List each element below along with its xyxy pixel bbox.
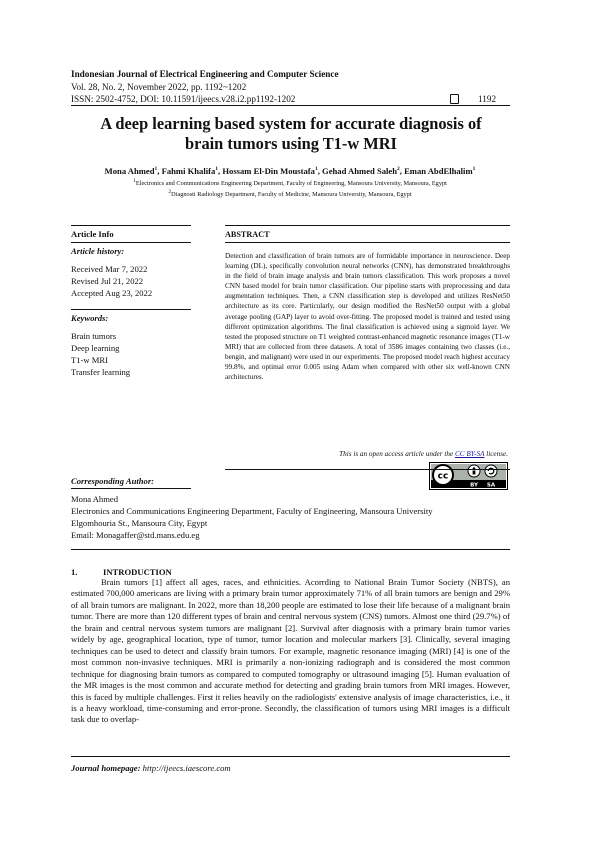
abstract-text: Detection and classification of brain tumors are of formidable importance in neuroscience. Deep learning (DL), specifically convolution neural networks (CNN), has demonstrated breakthroughs in the field of brain image analysis and brain tumors classification. This work proposes a novel CNN based model for brain tumor classification. Our pipeline starts with preprocessing and data augmentation techniques. Then, a CNN classification step is developed and utilizes ResNet50 architecture as its core. Particularly, our design modified the ResNet50 output with a global average pooling (GAP) layer to avoid over-fitting. The proposed model is trained and tested using different optimization algorithms. The final classification is achieved using a sigmoid layer. We tested the proposed structure on T1 weighted contrast-enhanced magnetic resonance images (T1-w MRI) that are collected from three datasets. A total of 3586 images containing two classes (i.e., bengin, and malignant) were used in our experiments. The proposed model reach highest accuracy 99.8%, and optimal error 0.005 using Adam when compared with other six well-known CNN architectures. xyxy=(225,252,510,382)
cc-by-sa-icon xyxy=(429,462,508,490)
keywords-heading: Keywords: xyxy=(71,313,109,323)
author-list: Mona Ahmed$^1$, Fahmi Khalifa$^1$, Hossam El-Din Moustafa$^1$, Gehad Ahmed Saleh$^2$, Eman AbdElhalim$^1$ xyxy=(104,166,476,176)
journal-name: Indonesian Journal of Electrical Engineering and Computer Science xyxy=(71,69,339,79)
author-name: Mona Ahmed xyxy=(104,166,155,176)
abstract-heading: ABSTRACT xyxy=(225,230,270,239)
author-affil-sup: 2 xyxy=(397,166,400,173)
keyword-item: Brain tumors xyxy=(71,331,117,341)
corresponding-author-heading: Corresponding Author: xyxy=(71,476,155,486)
article-info-heading: Article Info xyxy=(71,229,114,239)
keyword-item: Transfer learning xyxy=(71,367,131,377)
author-affil-sup: 1 xyxy=(314,166,318,173)
page-number: 1192 xyxy=(478,94,497,104)
affiliation-sup: 1 xyxy=(133,177,136,184)
paper-title xyxy=(71,114,511,154)
section-number: 1. xyxy=(71,567,78,577)
keyword-item: T1-w MRI xyxy=(71,355,108,365)
accepted-date: Accepted Aug 23, 2022 xyxy=(71,288,153,298)
abstract-top-rule xyxy=(225,225,510,226)
page-icon xyxy=(450,94,459,104)
header-rule xyxy=(71,105,510,106)
article-info-rule xyxy=(71,242,191,243)
author-name: Fahmi Khalifa xyxy=(161,166,216,176)
front-matter-bottom-rule xyxy=(71,549,510,550)
footer-rule xyxy=(71,756,510,757)
section-title: INTRODUCTION xyxy=(103,567,172,577)
affiliation-sup: 2 xyxy=(168,188,172,195)
homepage-label: Journal homepage xyxy=(71,763,138,773)
affiliation-text: Diagnosti Radiology Department, Faculty of Medicine, Mansoura University, Mansoura, Egypt xyxy=(171,191,412,198)
keyword-item: Deep learning xyxy=(71,343,120,353)
author-affil-sup: 1 xyxy=(154,166,158,173)
by-mark: BY xyxy=(470,482,478,489)
author-affil-sup: 1 xyxy=(472,166,476,173)
title-line-1: A deep learning based system for accurate diagnosis of xyxy=(100,114,482,133)
introduction-body xyxy=(71,577,510,726)
affiliation-1 xyxy=(60,177,520,187)
author-name: Hossam El-Din Moustafa xyxy=(222,166,315,176)
article-history-heading: Article history: xyxy=(71,246,125,256)
revised-date: Revised Jul 21, 2022 xyxy=(71,276,144,286)
title-line-2: brain tumors using T1-w MRI xyxy=(185,134,397,153)
affiliation-text: Electronics and Communications Engineering Department, Faculty of Engineering, Mansoura University, Mansoura, Egypt xyxy=(135,180,447,187)
corresponding-email: Email: Monagaffer@std.mans.edu.eg xyxy=(71,530,200,540)
author-affil-sup: 1 xyxy=(215,166,219,173)
section-heading-introduction xyxy=(71,567,172,577)
abstract-bottom-rule xyxy=(225,469,510,470)
license-link[interactable]: CC BY-SA xyxy=(454,450,485,458)
volume-line: Vol. 28, No. 2, November 2022, pp. 1192~1202 xyxy=(71,82,247,92)
cc-mark: cc xyxy=(437,471,449,482)
issn-doi-line: ISSN: 2502-4752, DOI: 10.11591/ijeecs.v28.i2.pp1192-1202 xyxy=(71,94,296,104)
corresponding-name: Mona Ahmed xyxy=(71,494,119,504)
author-name: Gehad Ahmed Saleh xyxy=(322,166,398,176)
affiliation-2 xyxy=(60,188,520,198)
cc-license-badge[interactable] xyxy=(429,462,508,490)
journal-homepage: Journal homepage: http://ijeecs.iaescore.com xyxy=(71,763,231,773)
corresponding-department: Electronics and Communications Engineering Department, Faculty of Engineering, Mansoura University xyxy=(71,506,433,516)
keywords-rule xyxy=(71,309,191,310)
open-access-note xyxy=(225,450,508,458)
abstract-rule xyxy=(225,242,510,243)
open-access-suffix: license. xyxy=(484,450,508,458)
corresponding-rule xyxy=(71,488,191,489)
sa-mark: SA xyxy=(486,482,496,489)
open-access-prefix: This is an open access article under the xyxy=(339,450,455,458)
introduction-paragraph: Brain tumors [1] affect all ages, races, and ethnicities. Acorrding to National Brain Tumor Society (NBTS), an estimated 700,000 americans are living with a primary brain tumor approximately 71% of all brain tumors are benign and 29% of all brain tumors are malignant. In 2022, more than 18,200 people are estimated to lose their life because of a malignant brain tumor. There are more than 120 different types of brain and central nervous system (CNS) tumors. Almost one third (29.7%) of the brain and central nervous system tumors are malignant [2]. Survival after diagnosis with a primary brain tumor varies widely by age, geographical location, type of tumor, tumor location and molecular markers [3]. Clinically, several imaging techniques can be used to detect and classify brain tumors. For example, magnetic resonance imaging (MRI) [4] is one of the most common non-invasive techniques. MRI is primarily a non-ionizing radiograph and is considered the most common technique for diagnosing brain tumors as compared to computed tomography or ultrasound imaging [5]. Human evaluation of the MR images is the most common and accurate method for detecting and grading brain tumors from MRI images. However, this is faced by multiple challenges. First it relies heavily on the radiologists' extensive analysis of image characteristics, i.e., it is a heavy workload, time-consuming and error-prone. Secondly, the classification of tumors using MRI images is a difficult task due to overlap- xyxy=(71,577,510,725)
author-name: Eman AbdElhalim xyxy=(404,166,473,176)
article-info-top-rule xyxy=(71,225,191,226)
received-date: Received Mar 7, 2022 xyxy=(71,264,148,274)
homepage-url[interactable]: http://ijeecs.iaescore.com xyxy=(142,763,231,773)
corresponding-address: Elgomhouria St., Mansoura City, Egypt xyxy=(71,518,208,528)
